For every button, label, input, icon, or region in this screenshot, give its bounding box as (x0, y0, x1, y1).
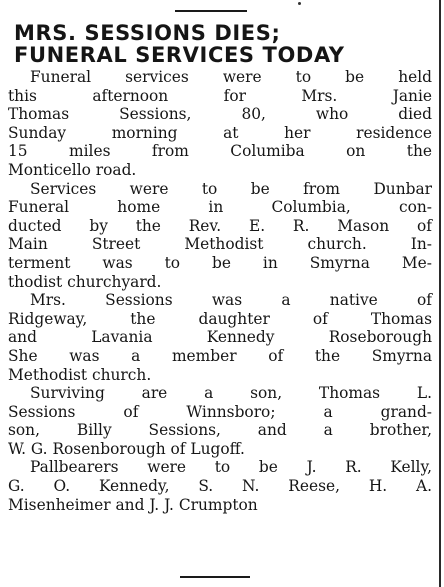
text-line: Thomas Sessions, 80, who died (8, 105, 432, 124)
paragraph-funeral-services (8, 68, 432, 180)
text-line: She was a member of the Smyrna (8, 346, 432, 365)
text-line: Surviving are a son, Thomas L. (30, 384, 432, 403)
text-line: ducted by the Rev. E. R. Mason of (8, 216, 432, 235)
paragraph-biography (8, 291, 432, 384)
text-line: Sunday morning at her residence (8, 123, 432, 142)
text-line: terment was to be in Smyrna Me- (8, 253, 432, 272)
article-body (8, 68, 432, 514)
headline-line-1: MRS. SESSIONS DIES; (14, 21, 281, 45)
text-line: thodist churchyard. (8, 272, 162, 291)
text-line: Monticello road. (8, 160, 137, 179)
paragraph-pallbearers (8, 458, 432, 514)
paragraph-services-location (8, 180, 432, 292)
text-line: 15 miles from Columiba on the (8, 142, 432, 161)
column-edge-border (439, 0, 441, 587)
text-line: Funeral services were to be held (30, 68, 432, 86)
text-line: Funeral home in Columbia, con- (8, 198, 432, 217)
text-line: this afternoon for Mrs. Janie (8, 86, 432, 105)
top-rule-divider (175, 10, 247, 12)
print-speck (298, 2, 301, 5)
text-line: W. G. Rosenborough of Lugoff. (8, 439, 245, 458)
text-line: and Lavania Kennedy Roseborough (8, 328, 432, 347)
text-line: son, Billy Sessions, and a brother, (8, 421, 432, 440)
text-line: Pallbearers were to be J. R. Kelly, (30, 458, 432, 477)
paragraph-survivors (8, 384, 432, 458)
text-line: Mrs. Sessions was a native of (30, 291, 432, 310)
headline (14, 22, 424, 66)
text-line: Misenheimer and J. J. Crumpton (8, 495, 258, 514)
text-line: Services were to be from Dunbar (30, 179, 432, 198)
headline-line-2: FUNERAL SERVICES TODAY (14, 43, 345, 67)
text-line: Ridgeway, the daughter of Thomas (8, 309, 432, 328)
text-line: Sessions of Winnsboro; a grand- (8, 402, 432, 421)
bottom-rule-divider (180, 576, 250, 578)
text-line: Main Street Methodist church. In- (8, 235, 432, 254)
text-line: G. O. Kennedy, S. N. Reese, H. A. (8, 477, 432, 496)
text-line: Methodist church. (8, 365, 152, 384)
